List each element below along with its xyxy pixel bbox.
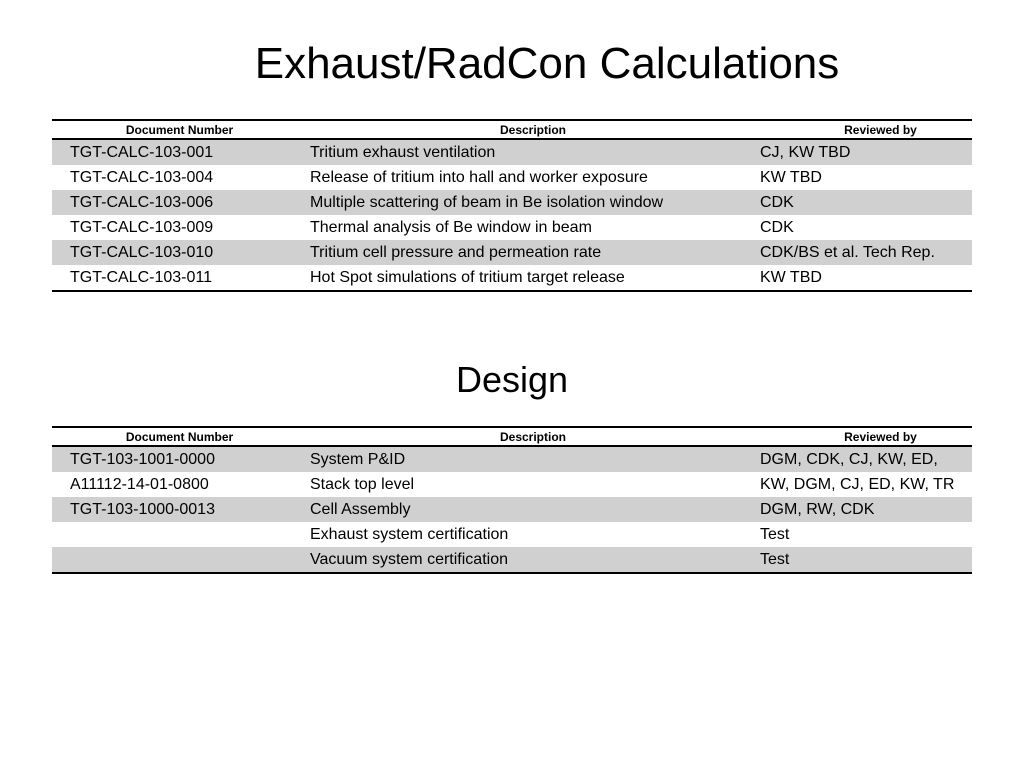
design-table (52, 426, 972, 574)
reviewed-by-cell: Test (759, 547, 972, 573)
document-number-cell: A11112-14-01-0800 (52, 472, 307, 497)
slide-title: Exhaust/RadCon Calculations (254, 39, 840, 88)
table-row (52, 265, 972, 291)
description-cell: Vacuum system certification (307, 547, 759, 573)
header-document-number: Document Number (52, 120, 307, 139)
header-reviewed-by: Reviewed by (759, 120, 972, 139)
table-row (52, 497, 972, 522)
description-cell: Release of tritium into hall and worker exposure (307, 165, 759, 190)
header-description: Description (307, 120, 759, 139)
calculations-table (52, 119, 972, 292)
document-number-cell: TGT-CALC-103-011 (52, 265, 307, 291)
header-reviewed-by: Reviewed by (759, 427, 972, 446)
table-row (52, 472, 972, 497)
table-header-row (52, 120, 972, 139)
table-row (52, 190, 972, 215)
reviewed-by-cell: CJ, KW TBD (759, 139, 972, 165)
document-number-cell (52, 522, 307, 547)
description-cell: Tritium exhaust ventilation (307, 139, 759, 165)
reviewed-by-cell: DGM, CDK, CJ, KW, ED, (759, 446, 972, 472)
table-row (52, 139, 972, 165)
reviewed-by-cell: CDK (759, 215, 972, 240)
header-document-number: Document Number (52, 427, 307, 446)
reviewed-by-cell: CDK/BS et al. Tech Rep. (759, 240, 972, 265)
table-row (52, 547, 972, 573)
description-cell: Multiple scattering of beam in Be isolation window (307, 190, 759, 215)
reviewed-by-cell: CDK (759, 190, 972, 215)
table-row (52, 446, 972, 472)
document-number-cell: TGT-CALC-103-004 (52, 165, 307, 190)
description-cell: Thermal analysis of Be window in beam (307, 215, 759, 240)
description-cell: Hot Spot simulations of tritium target release (307, 265, 759, 291)
document-number-cell: TGT-CALC-103-010 (52, 240, 307, 265)
description-cell: Exhaust system certification (307, 522, 759, 547)
document-number-cell: TGT-103-1001-0000 (52, 446, 307, 472)
table-row (52, 215, 972, 240)
description-cell: System P&ID (307, 446, 759, 472)
description-cell: Tritium cell pressure and permeation rate (307, 240, 759, 265)
table-row (52, 240, 972, 265)
table-header-row (52, 427, 972, 446)
table-row (52, 165, 972, 190)
document-number-cell: TGT-CALC-103-006 (52, 190, 307, 215)
document-number-cell: TGT-CALC-103-001 (52, 139, 307, 165)
document-number-cell: TGT-103-1000-0013 (52, 497, 307, 522)
reviewed-by-cell: DGM, RW, CDK (759, 497, 972, 522)
document-number-cell: TGT-CALC-103-009 (52, 215, 307, 240)
reviewed-by-cell: Test (759, 522, 972, 547)
table-row (52, 522, 972, 547)
reviewed-by-cell: KW TBD (759, 165, 972, 190)
document-number-cell (52, 547, 307, 573)
design-heading: Design (455, 359, 569, 400)
description-cell: Cell Assembly (307, 497, 759, 522)
description-cell: Stack top level (307, 472, 759, 497)
reviewed-by-cell: KW, DGM, CJ, ED, KW, TR (759, 472, 972, 497)
header-description: Description (307, 427, 759, 446)
reviewed-by-cell: KW TBD (759, 265, 972, 291)
